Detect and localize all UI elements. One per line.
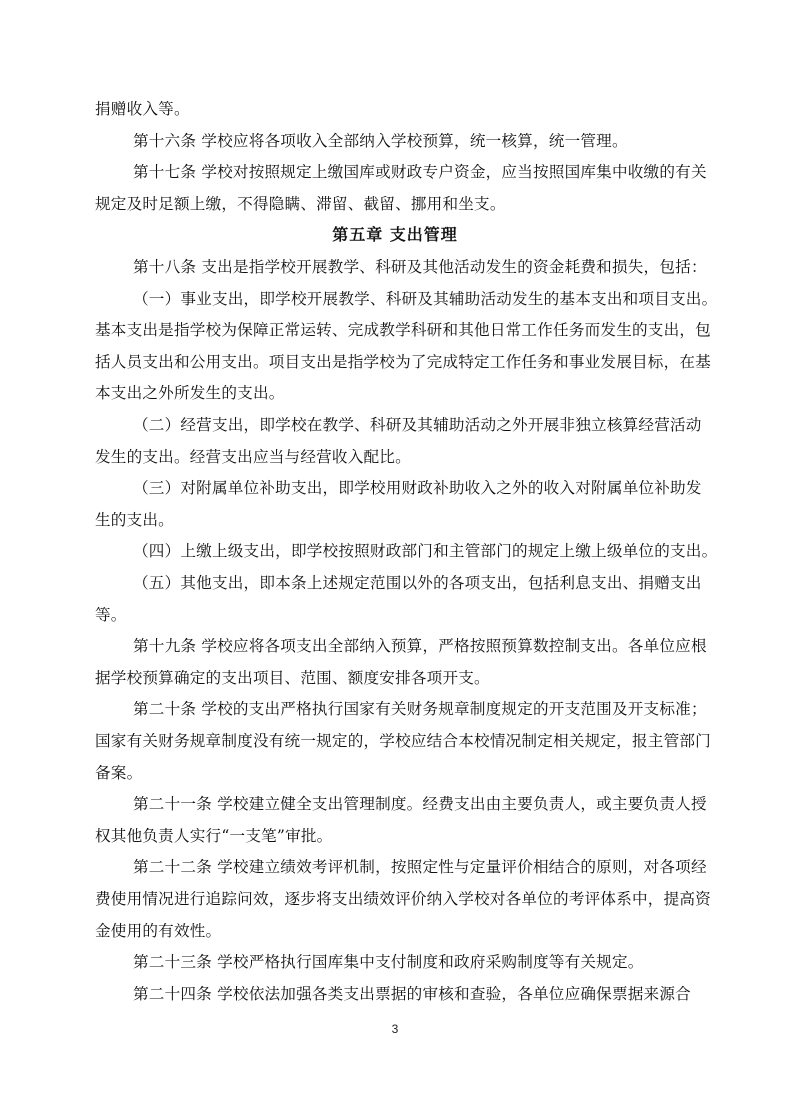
text-line: 本支出之外所发生的支出。 [95,384,285,402]
text-line: 等。 [95,606,127,624]
article-21: 第二十一条 学校建立健全支出管理制度。经费支出由主要负责人，或主要负责人授 [133,795,707,813]
article-24: 第二十四条 学校依法加强各类支出票据的审核和查验，各单位应确保票据来源合 [133,985,691,1003]
text-line: 国家有关财务规章制度没有统一规定的，学校应结合本校情况制定相关规定，报主管部门 [95,732,711,750]
article-22: 第二十二条 学校建立绩效考评机制，按照定性与定量评价相结合的原则，对各项经 [133,858,707,876]
clause-3: （三）对附属单位补助支出，即学校用财政补助收入之外的收入对附属单位补助发 [133,479,702,497]
text-line: 发生的支出。经营支出应当与经营收入配比。 [95,448,411,466]
article-19: 第十九条 学校应将各项支出全部纳入预算，严格按照预算数控制支出。各单位应根 [133,637,707,655]
text-line: 括人员支出和公用支出。项目支出是指学校为了完成特定工作任务和事业发展目标，在基 [95,353,711,371]
clause-4: （四）上缴上级支出，即学校按照财政部门和主管部门的规定上缴上级单位的支出。 [133,542,718,560]
article-18: 第十八条 支出是指学校开展教学、科研及其他活动发生的资金耗费和损失，包括： [133,258,707,276]
chapter-heading: 第五章 支出管理 [332,225,458,244]
text-line: 规定及时足额上缴，不得隐瞒、滞留、截留、挪用和坐支。 [95,195,506,213]
article-20: 第二十条 学校的支出严格执行国家有关财务规章制度规定的开支范围及开支标准； [133,700,707,718]
page-number: 3 [391,1022,399,1036]
article-23: 第二十三条 学校严格执行国库集中支付制度和政府采购制度等有关规定。 [133,953,644,971]
text-line: 备案。 [95,764,143,782]
text-line: 生的支出。 [95,511,174,529]
text-line: 基本支出是指学校为保障正常运转、完成教学科研和其他日常工作任务而发生的支出，包 [95,321,711,339]
clause-5: （五）其他支出，即本条上述规定范围以外的各项支出，包括利息支出、捐赠支出 [133,574,702,592]
clause-2: （二）经营支出，即学校在教学、科研及其辅助活动之外开展非独立核算经营活动 [133,416,702,434]
text-line: 费使用情况进行追踪问效，逐步将支出绩效评价纳入学校对各单位的考评体系中，提高资 [95,890,711,908]
article-16: 第十六条 学校应将各项收入全部纳入学校预算，统一核算，统一管理。 [133,132,628,150]
clause-1: （一）事业支出，即学校开展教学、科研及其辅助活动发生的基本支出和项目支出。 [133,290,718,308]
text-line: 捐赠收入等。 [95,100,190,118]
text-line: 据学校预算确定的支出项目、范围、额度安排各项开支。 [95,669,490,687]
text-line: 权其他负责人实行“一支笔”审批。 [95,827,333,845]
article-17: 第十七条 学校对按照规定上缴国库或财政专户资金，应当按照国库集中收缴的有关 [133,163,707,181]
text-line: 金使用的有效性。 [95,922,222,940]
